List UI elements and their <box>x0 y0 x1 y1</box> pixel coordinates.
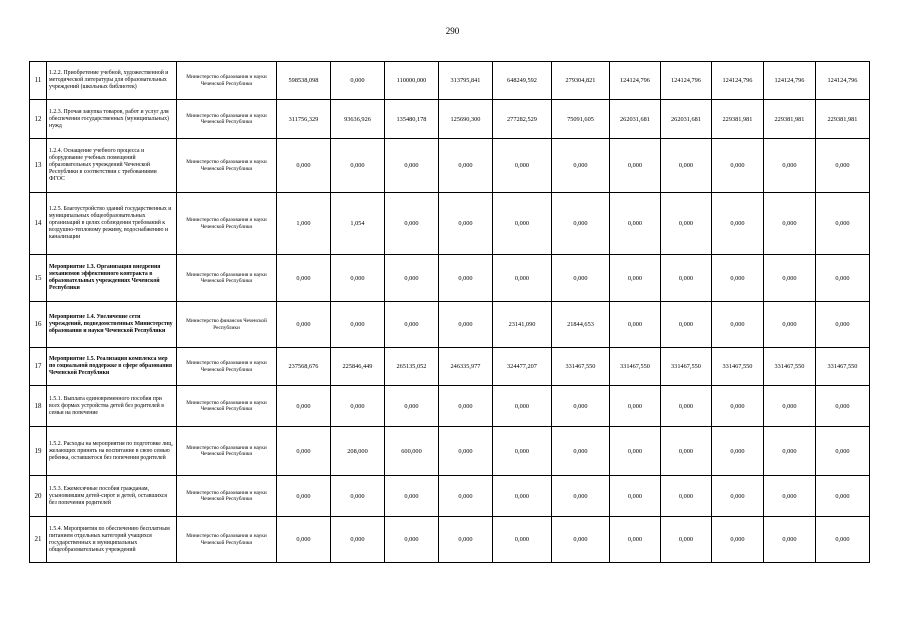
value-cell: 0,000 <box>552 193 610 255</box>
value-cell: 0,000 <box>610 517 661 563</box>
value-cell: 0,000 <box>661 517 712 563</box>
value-cell: 0,000 <box>385 193 439 255</box>
value-cell: 331467,550 <box>712 348 764 386</box>
value-cell: 0,000 <box>712 517 764 563</box>
table-row <box>30 302 870 348</box>
value-cell: 0,000 <box>331 139 385 193</box>
value-cell: 0,000 <box>385 386 439 427</box>
value-cell: 0,000 <box>552 386 610 427</box>
value-cell: 124124,796 <box>764 62 816 100</box>
row-number-cell: 14 <box>30 193 47 255</box>
value-cell: 124124,796 <box>816 62 870 100</box>
value-cell: 110000,000 <box>385 62 439 100</box>
value-cell: 331467,550 <box>816 348 870 386</box>
value-cell: 0,000 <box>277 139 331 193</box>
value-cell: 0,000 <box>816 302 870 348</box>
measure-name-cell: 1.5.3. Ежемесячные пособия гражданам, усыновившим детей-сирот и детей, оставшихся без попечения родителей <box>47 476 177 517</box>
value-cell: 0,000 <box>277 255 331 302</box>
value-cell: 93636,926 <box>331 100 385 139</box>
table-row <box>30 386 870 427</box>
value-cell: 0,000 <box>764 193 816 255</box>
value-cell: 0,000 <box>610 139 661 193</box>
value-cell: 0,000 <box>439 427 493 476</box>
executor-cell: Министерство образования и науки Чеченской Республики <box>177 476 277 517</box>
value-cell: 0,000 <box>493 386 552 427</box>
value-cell: 0,000 <box>277 476 331 517</box>
executor-cell: Министерство образования и науки Чеченской Республики <box>177 517 277 563</box>
value-cell: 0,000 <box>661 139 712 193</box>
value-cell: 0,000 <box>661 193 712 255</box>
value-cell: 598538,098 <box>277 62 331 100</box>
value-cell: 265135,052 <box>385 348 439 386</box>
value-cell: 0,000 <box>712 386 764 427</box>
value-cell: 0,000 <box>816 476 870 517</box>
executor-cell: Министерство образования и науки Чеченской Республики <box>177 100 277 139</box>
value-cell: 0,000 <box>493 476 552 517</box>
row-number-cell: 15 <box>30 255 47 302</box>
executor-cell: Министерство образования и науки Чеченской Республики <box>177 62 277 100</box>
value-cell: 0,000 <box>661 302 712 348</box>
value-cell: 0,000 <box>277 517 331 563</box>
value-cell: 75091,605 <box>552 100 610 139</box>
value-cell: 0,000 <box>552 255 610 302</box>
value-cell: 0,000 <box>385 255 439 302</box>
value-cell: 0,000 <box>712 193 764 255</box>
executor-cell: Министерство образования и науки Чеченской Республики <box>177 139 277 193</box>
value-cell: 0,000 <box>439 255 493 302</box>
value-cell: 0,000 <box>277 386 331 427</box>
value-cell: 0,000 <box>712 476 764 517</box>
value-cell: 0,000 <box>610 302 661 348</box>
value-cell: 0,000 <box>816 517 870 563</box>
value-cell: 0,000 <box>712 139 764 193</box>
value-cell: 0,000 <box>385 302 439 348</box>
value-cell: 23141,090 <box>493 302 552 348</box>
value-cell: 0,000 <box>493 139 552 193</box>
table-row <box>30 517 870 563</box>
value-cell: 0,000 <box>764 476 816 517</box>
measure-name-cell: 1.2.3. Прочая закупка товаров, работ и услуг для обеспечения государственных (муниципальных) нужд <box>47 100 177 139</box>
value-cell: 0,000 <box>816 139 870 193</box>
table-row <box>30 255 870 302</box>
value-cell: 0,000 <box>764 517 816 563</box>
value-cell: 0,000 <box>439 193 493 255</box>
value-cell: 0,000 <box>331 62 385 100</box>
value-cell: 0,000 <box>661 427 712 476</box>
executor-cell: Министерство образования и науки Чеченской Республики <box>177 348 277 386</box>
value-cell: 0,000 <box>552 139 610 193</box>
value-cell: 225846,449 <box>331 348 385 386</box>
row-number-cell: 16 <box>30 302 47 348</box>
value-cell: 262031,681 <box>610 100 661 139</box>
value-cell: 279304,821 <box>552 62 610 100</box>
value-cell: 0,000 <box>331 386 385 427</box>
value-cell: 0,000 <box>385 139 439 193</box>
value-cell: 0,000 <box>277 302 331 348</box>
row-number-cell: 12 <box>30 100 47 139</box>
value-cell: 277282,529 <box>493 100 552 139</box>
value-cell: 0,000 <box>764 139 816 193</box>
row-number-cell: 20 <box>30 476 47 517</box>
value-cell: 0,000 <box>552 427 610 476</box>
value-cell: 0,000 <box>277 427 331 476</box>
value-cell: 0,000 <box>439 517 493 563</box>
value-cell: 0,000 <box>331 255 385 302</box>
value-cell: 311756,329 <box>277 100 331 139</box>
value-cell: 0,000 <box>712 427 764 476</box>
value-cell: 0,000 <box>493 193 552 255</box>
value-cell: 0,000 <box>439 386 493 427</box>
budget-table <box>29 61 870 563</box>
value-cell: 0,000 <box>610 476 661 517</box>
row-number-cell: 21 <box>30 517 47 563</box>
executor-cell: Министерство образования и науки Чеченской Республики <box>177 386 277 427</box>
table-body <box>30 62 870 563</box>
table-row <box>30 476 870 517</box>
table-row <box>30 193 870 255</box>
value-cell: 0,000 <box>331 517 385 563</box>
value-cell: 208,000 <box>331 427 385 476</box>
value-cell: 229381,981 <box>764 100 816 139</box>
measure-name-cell: 1.2.5. Благоустройство зданий государственных и муниципальных общеобразовательных организаций в целях соблюдения требований к воздушно-тепловому режиму, водоснабжению и канализации <box>47 193 177 255</box>
value-cell: 0,000 <box>331 476 385 517</box>
value-cell: 0,000 <box>385 476 439 517</box>
value-cell: 0,000 <box>385 517 439 563</box>
value-cell: 229381,981 <box>816 100 870 139</box>
value-cell: 600,000 <box>385 427 439 476</box>
value-cell: 0,000 <box>661 476 712 517</box>
executor-cell: Министерство образования и науки Чеченской Республики <box>177 427 277 476</box>
measure-name-cell: 1.5.2. Расходы на мероприятия по подготовке лиц, желающих принять на воспитание в свою семью ребенка, оставшегося без попечения родителей <box>47 427 177 476</box>
value-cell: 331467,550 <box>764 348 816 386</box>
value-cell: 1,000 <box>277 193 331 255</box>
value-cell: 0,000 <box>552 517 610 563</box>
value-cell: 331467,550 <box>610 348 661 386</box>
value-cell: 0,000 <box>816 255 870 302</box>
value-cell: 0,000 <box>764 255 816 302</box>
table-row <box>30 62 870 100</box>
row-number-cell: 17 <box>30 348 47 386</box>
value-cell: 0,000 <box>552 476 610 517</box>
table-row <box>30 139 870 193</box>
table-row <box>30 348 870 386</box>
value-cell: 0,000 <box>816 193 870 255</box>
value-cell: 125690,300 <box>439 100 493 139</box>
row-number-cell: 19 <box>30 427 47 476</box>
value-cell: 0,000 <box>610 427 661 476</box>
table-row <box>30 427 870 476</box>
value-cell: 0,000 <box>439 139 493 193</box>
value-cell: 0,000 <box>764 427 816 476</box>
value-cell: 0,000 <box>439 302 493 348</box>
value-cell: 0,000 <box>816 386 870 427</box>
value-cell: 246335,977 <box>439 348 493 386</box>
value-cell: 21844,653 <box>552 302 610 348</box>
value-cell: 0,000 <box>439 476 493 517</box>
measure-name-cell: Мероприятие 1.4. Увеличение сети учреждений, подведомственных Министерству образования и науки Чеченской Республики <box>47 302 177 348</box>
value-cell: 237568,676 <box>277 348 331 386</box>
value-cell: 0,000 <box>493 517 552 563</box>
value-cell: 0,000 <box>331 302 385 348</box>
page-number: 290 <box>445 26 460 36</box>
measure-name-cell: 1.2.2. Приобретение учебной, художественной и методической литературы для образовательных учреждений (школьных библиотек) <box>47 62 177 100</box>
value-cell: 0,000 <box>661 255 712 302</box>
value-cell: 0,000 <box>661 386 712 427</box>
value-cell: 0,000 <box>712 302 764 348</box>
value-cell: 0,000 <box>610 386 661 427</box>
value-cell: 0,000 <box>764 386 816 427</box>
value-cell: 331467,550 <box>552 348 610 386</box>
value-cell: 124124,796 <box>712 62 764 100</box>
value-cell: 262031,681 <box>661 100 712 139</box>
executor-cell: Министерство финансов Чеченской Республики <box>177 302 277 348</box>
value-cell: 229381,981 <box>712 100 764 139</box>
value-cell: 0,000 <box>610 255 661 302</box>
value-cell: 0,000 <box>610 193 661 255</box>
row-number-cell: 18 <box>30 386 47 427</box>
executor-cell: Министерство образования и науки Чеченской Республики <box>177 193 277 255</box>
row-number-cell: 13 <box>30 139 47 193</box>
value-cell: 324477,207 <box>493 348 552 386</box>
measure-name-cell: 1.5.4. Мероприятия по обеспечению бесплатным питанием отдельных категорий учащихся государственных и муниципальных общеобразовательных учреждений <box>47 517 177 563</box>
value-cell: 648249,592 <box>493 62 552 100</box>
value-cell: 313795,841 <box>439 62 493 100</box>
executor-cell: Министерство образования и науки Чеченской Республики <box>177 255 277 302</box>
value-cell: 331467,550 <box>661 348 712 386</box>
value-cell: 0,000 <box>764 302 816 348</box>
value-cell: 135480,178 <box>385 100 439 139</box>
value-cell: 124124,796 <box>610 62 661 100</box>
row-number-cell: 11 <box>30 62 47 100</box>
measure-name-cell: 1.5.1. Выплата единовременного пособия при всех формах устройства детей без родителей в семьи на попечение <box>47 386 177 427</box>
value-cell: 0,000 <box>712 255 764 302</box>
measure-name-cell: Мероприятие 1.3. Организация внедрения механизмов эффективного контракта в образовательных учреждениях Чеченской Республики <box>47 255 177 302</box>
measure-name-cell: Мероприятие 1.5. Реализация комплекса мер по социальной поддержке в сфере образования Чеченской Республики <box>47 348 177 386</box>
value-cell: 0,000 <box>493 255 552 302</box>
measure-name-cell: 1.2.4. Оснащение учебного процесса и оборудование учебных помещений образовательных учреждений Чеченской Республики в соответствии с требованиями ФГОС <box>47 139 177 193</box>
value-cell: 1,054 <box>331 193 385 255</box>
value-cell: 124124,796 <box>661 62 712 100</box>
value-cell: 0,000 <box>493 427 552 476</box>
table-row <box>30 100 870 139</box>
value-cell: 0,000 <box>816 427 870 476</box>
